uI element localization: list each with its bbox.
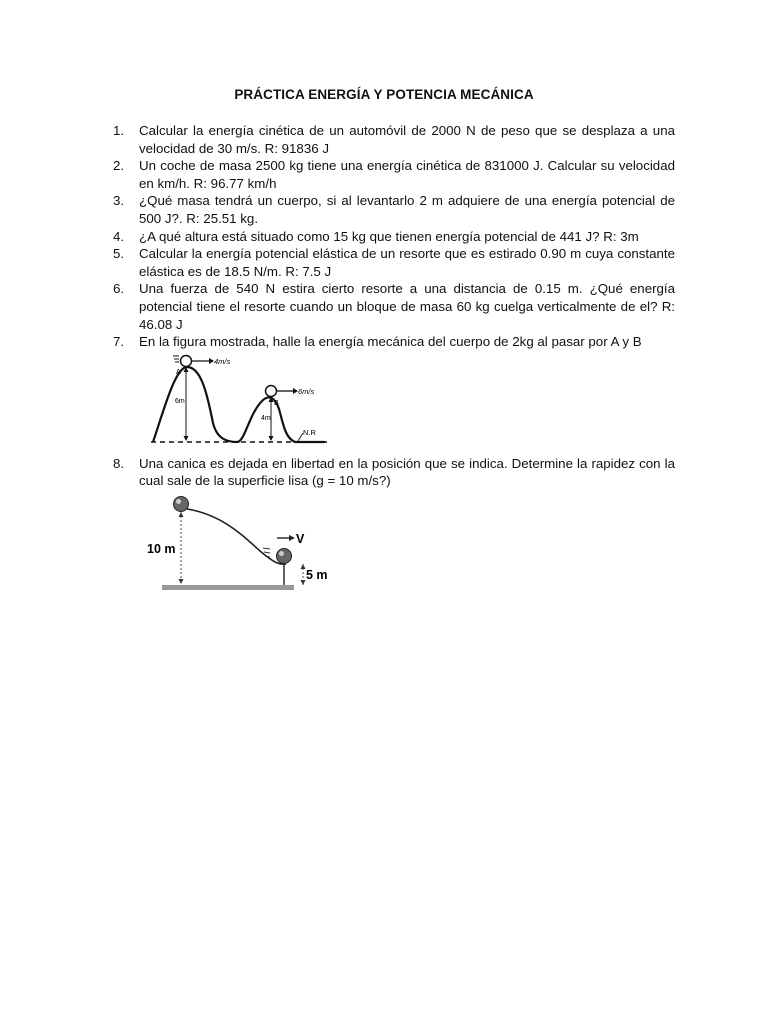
problem-text: Calcular la energía cinética de un automóvil de 2000 N de peso que se desplaza a una velocidad de 30 m/s. R: 91836 J: [139, 123, 675, 156]
problem-text: ¿Qué masa tendrá un cuerpo, si al levantarlo 2 m adquiere de una energía potencial de 500 J?. R: 25.51 kg.: [139, 193, 675, 226]
point-a-label: A: [176, 368, 181, 376]
problem-item: [113, 157, 675, 192]
problem-item: [113, 280, 675, 333]
problem-item: [113, 122, 675, 157]
problem-number: 2.: [113, 158, 125, 174]
height-10-arrow-top: [179, 512, 184, 517]
problem-text: Una canica es dejada en libertad en la posición que se indica. Determine la rapidez con la cual sale de la superficie lisa (g = 10 m/s?): [139, 455, 675, 489]
motion-marks-a: [173, 356, 179, 362]
marble-start-highlight: [176, 499, 181, 504]
speed-b-label: 6m/s: [298, 386, 315, 396]
problem-text: Una fuerza de 540 N estira cierto resorte a una distancia de 0.15 m. ¿Qué energía potencial tiene el resorte cuando un bloque de masa 60 kg cuelga verticalmente de el? R: 46.08 J: [139, 281, 675, 332]
problem-number: 1.: [113, 123, 125, 138]
height-10-label: 10 m: [147, 541, 176, 556]
problem-text: ¿A qué altura está situado como 15 kg que tienen energía potencial de 441 J? R: 3m: [139, 228, 639, 244]
velocity-arrow-head: [289, 535, 295, 541]
ball-b: [266, 385, 277, 396]
velocity-label: V: [296, 531, 305, 546]
problem-item: [113, 228, 675, 246]
speed-a-label: 4m/s: [214, 356, 231, 366]
figure-marble-slope: [147, 493, 360, 598]
page-title: PRÁCTICA ENERGÍA Y POTENCIA MECÁNICA: [234, 87, 534, 102]
marble-end-highlight: [279, 551, 284, 556]
height-b-label: 4m: [261, 414, 271, 422]
problem-number: 6.: [113, 281, 125, 297]
problem-text: Un coche de masa 2500 kg tiene una energía cinética de 831000 J. Calcular su velocidad en km/h. R: 96.77 km/h: [139, 158, 675, 191]
figure-roller-coaster: [149, 353, 339, 449]
problem-item: [113, 333, 675, 449]
height-a-label: 6m: [175, 397, 185, 405]
marble-start: [174, 496, 189, 511]
point-b-label: B: [274, 399, 279, 407]
problem-text: En la figura mostrada, halle la energía mecánica del cuerpo de 2kg al pasar por A y B: [139, 334, 642, 350]
ground: [162, 585, 294, 590]
height-arrow-bottom-b: [269, 436, 274, 441]
height-5-arrow-bottom: [301, 580, 306, 585]
problem-number: 5.: [113, 246, 125, 262]
problem-list: [113, 122, 675, 598]
problem-item: [113, 245, 675, 280]
height-5-label: 5 m: [306, 567, 328, 582]
reference-label: N.R: [303, 427, 316, 437]
problem-item: [113, 192, 675, 227]
problem-item: [113, 455, 675, 598]
problem-text: Calcular la energía potencial elástica de un resorte que es estirado 0.90 m cuya constante elástica es de 18.5 N/m. R: 7.5 J: [139, 246, 675, 279]
problem-number: 4.: [113, 228, 125, 244]
ball-a: [181, 355, 192, 366]
problem-number: 3.: [113, 193, 125, 209]
height-5-arrow-top: [301, 564, 306, 569]
height-arrow-bottom-a: [184, 436, 189, 441]
problem-number: 8.: [113, 455, 125, 471]
marble-end: [277, 548, 292, 563]
height-10-arrow-bottom: [179, 579, 184, 584]
problem-number: 7.: [113, 334, 125, 350]
slope-curve: [181, 508, 286, 564]
